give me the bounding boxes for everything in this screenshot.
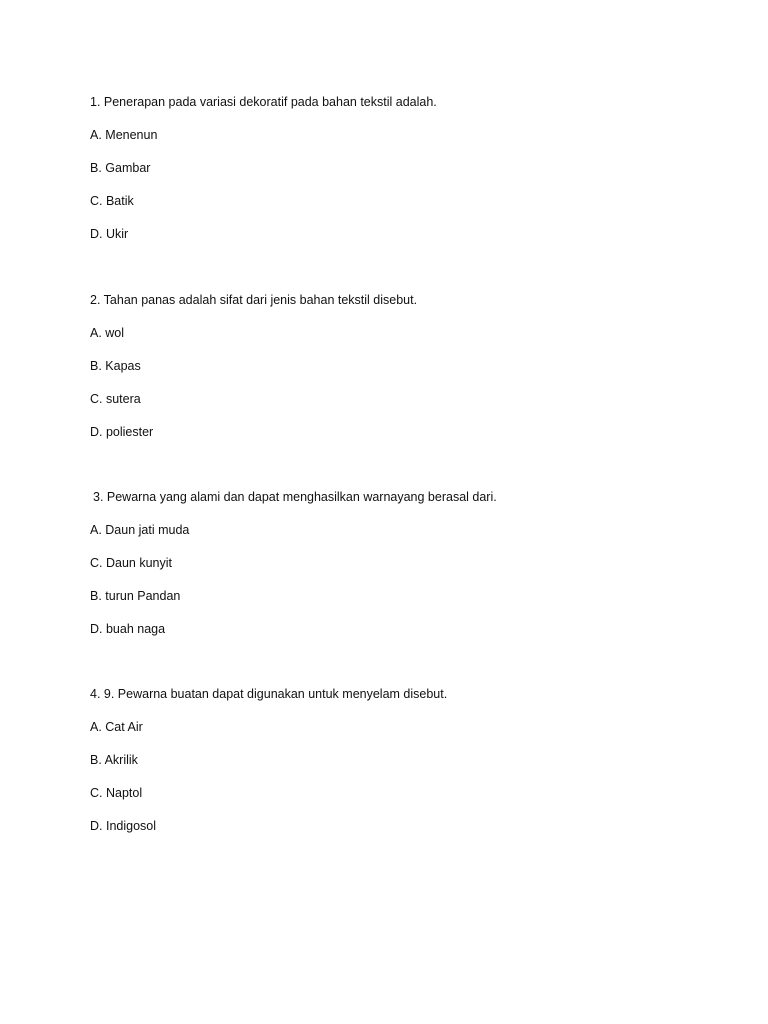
option-a: A. Daun jati muda <box>90 523 190 537</box>
question-1 <box>90 94 730 242</box>
question-3 <box>90 489 730 637</box>
question-text: 1. Penerapan pada variasi dekoratif pada bahan tekstil adalah. <box>90 95 437 109</box>
option-c: C. Daun kunyit <box>90 556 172 570</box>
option-a: A. wol <box>90 326 125 340</box>
option-d: D. poliester <box>90 425 154 439</box>
option-b: B. Gambar <box>90 161 151 175</box>
question-4 <box>90 686 730 834</box>
question-text: 4. 9. Pewarna buatan dapat digunakan untuk menyelam disebut. <box>90 687 448 701</box>
option-c: C. sutera <box>90 392 141 406</box>
option-c: C. Naptol <box>90 786 143 800</box>
option-d: D. buah naga <box>90 622 166 636</box>
option-a: A. Cat Air <box>90 720 143 734</box>
option-d: D. Ukir <box>90 227 129 241</box>
question-2 <box>90 292 730 440</box>
option-b: B. Kapas <box>90 359 141 373</box>
option-c: C. Batik <box>90 194 134 208</box>
option-b: B. Akrilik <box>90 753 138 767</box>
option-b: B. turun Pandan <box>90 589 181 603</box>
option-d: D. Indigosol <box>90 819 157 833</box>
question-text: 3. Pewarna yang alami dan dapat menghasilkan warnayang berasal dari. <box>93 490 497 504</box>
question-text: 2. Tahan panas adalah sifat dari jenis bahan tekstil disebut. <box>90 293 418 307</box>
option-a: A. Menenun <box>90 128 158 142</box>
